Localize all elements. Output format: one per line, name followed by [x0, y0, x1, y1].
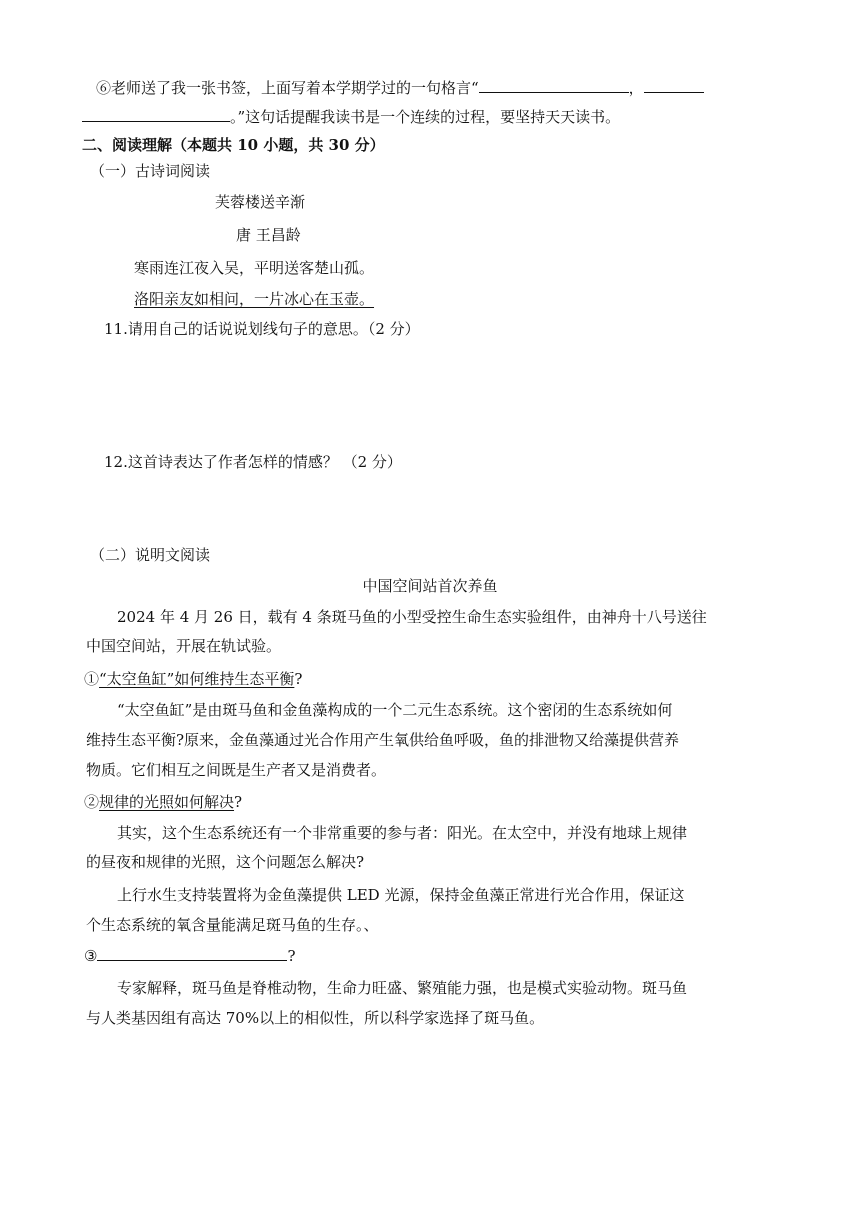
question-6-line-2	[82, 106, 620, 128]
poem-title: 芙蓉楼送辛渐	[215, 193, 306, 211]
subsection-label: （二）说明文阅读	[90, 546, 211, 564]
subheading-question-mark: ?	[294, 670, 303, 688]
question-6-text: ⑥老师送了我一张书签，上面写着本学期学过的一句格言“	[96, 79, 479, 97]
article-title: 中国空间站首次养鱼	[362, 577, 498, 595]
answer-blank[interactable]	[82, 106, 230, 122]
subheading-3	[84, 945, 296, 967]
subheading-question-mark: ?	[287, 947, 296, 965]
question-11: 11.请用自己的话说说划线句子的意思。（2 分）	[104, 320, 420, 338]
subheading-number: ②	[84, 793, 100, 811]
section-heading: 二、阅读理解（本题共 10 小题，共 30 分）	[82, 136, 385, 154]
paragraph-line: 上行水生支持装置将为金鱼藻提供 LED 光源，保持金鱼藻正常进行光合作用，保证这	[117, 886, 685, 904]
answer-blank[interactable]	[479, 77, 629, 93]
poem-line-underlined: 洛阳亲友如相问，一片冰心在玉壶。	[134, 290, 375, 308]
answer-blank[interactable]	[97, 945, 287, 961]
paragraph-line: 物质。它们相互之间既是生产者又是消费者。	[86, 761, 387, 779]
paragraph-line: 其实，这个生态系统还有一个非常重要的参与者：阳光。在太空中，并没有地球上规律	[117, 824, 688, 842]
subsection-label: （一）古诗词阅读	[90, 162, 211, 180]
subheading-number: ①	[84, 670, 100, 688]
poem-author: 唐 王昌龄	[236, 226, 301, 244]
paragraph-line: “太空鱼缸”是由斑马鱼和金鱼藻构成的一个二元生态系统。这个密闭的生态系统如何	[117, 701, 673, 719]
subheading-text: “太空鱼缸”如何维持生态平衡	[99, 670, 295, 688]
question-12: 12.这首诗表达了作者怎样的情感？ （2 分）	[104, 453, 402, 471]
question-6-text-end: 。”这句话提醒我读书是一个连续的过程，要坚持天天读书。	[230, 108, 621, 126]
subheading-question-mark: ?	[234, 793, 243, 811]
poem-line: 寒雨连江夜入吴，平明送客楚山孤。	[134, 259, 375, 277]
paragraph-line: 专家解释，斑马鱼是脊椎动物，生命力旺盛、繁殖能力强，也是模式实验动物。斑马鱼	[117, 979, 688, 997]
paragraph-line: 中国空间站，开展在轨试验。	[86, 637, 282, 655]
paragraph-line: 的昼夜和规律的光照，这个问题怎么解决?	[86, 853, 365, 871]
paragraph-line: 2024 年 4 月 26 日，载有 4 条斑马鱼的小型受控生命生态实验组件，由神舟十八号送往	[117, 608, 707, 626]
subheading-number: ③	[84, 947, 98, 965]
subheading-1	[84, 668, 302, 690]
paragraph-line: 个生态系统的氧含量能满足斑马鱼的生存。、	[86, 916, 379, 934]
answer-blank[interactable]	[644, 77, 704, 93]
subheading-2	[84, 791, 242, 813]
question-6-comma: ，	[628, 79, 644, 97]
question-6-line-1	[96, 77, 704, 99]
paragraph-line: 维持生态平衡?原来，金鱼藻通过光合作用产生氧供给鱼呼吸，鱼的排泄物又给藻提供营养	[86, 731, 680, 749]
paragraph-line: 与人类基因组有高达 70%以上的相似性，所以科学家选择了斑马鱼。	[86, 1009, 545, 1027]
subheading-text: 规律的光照如何解决	[99, 793, 235, 811]
